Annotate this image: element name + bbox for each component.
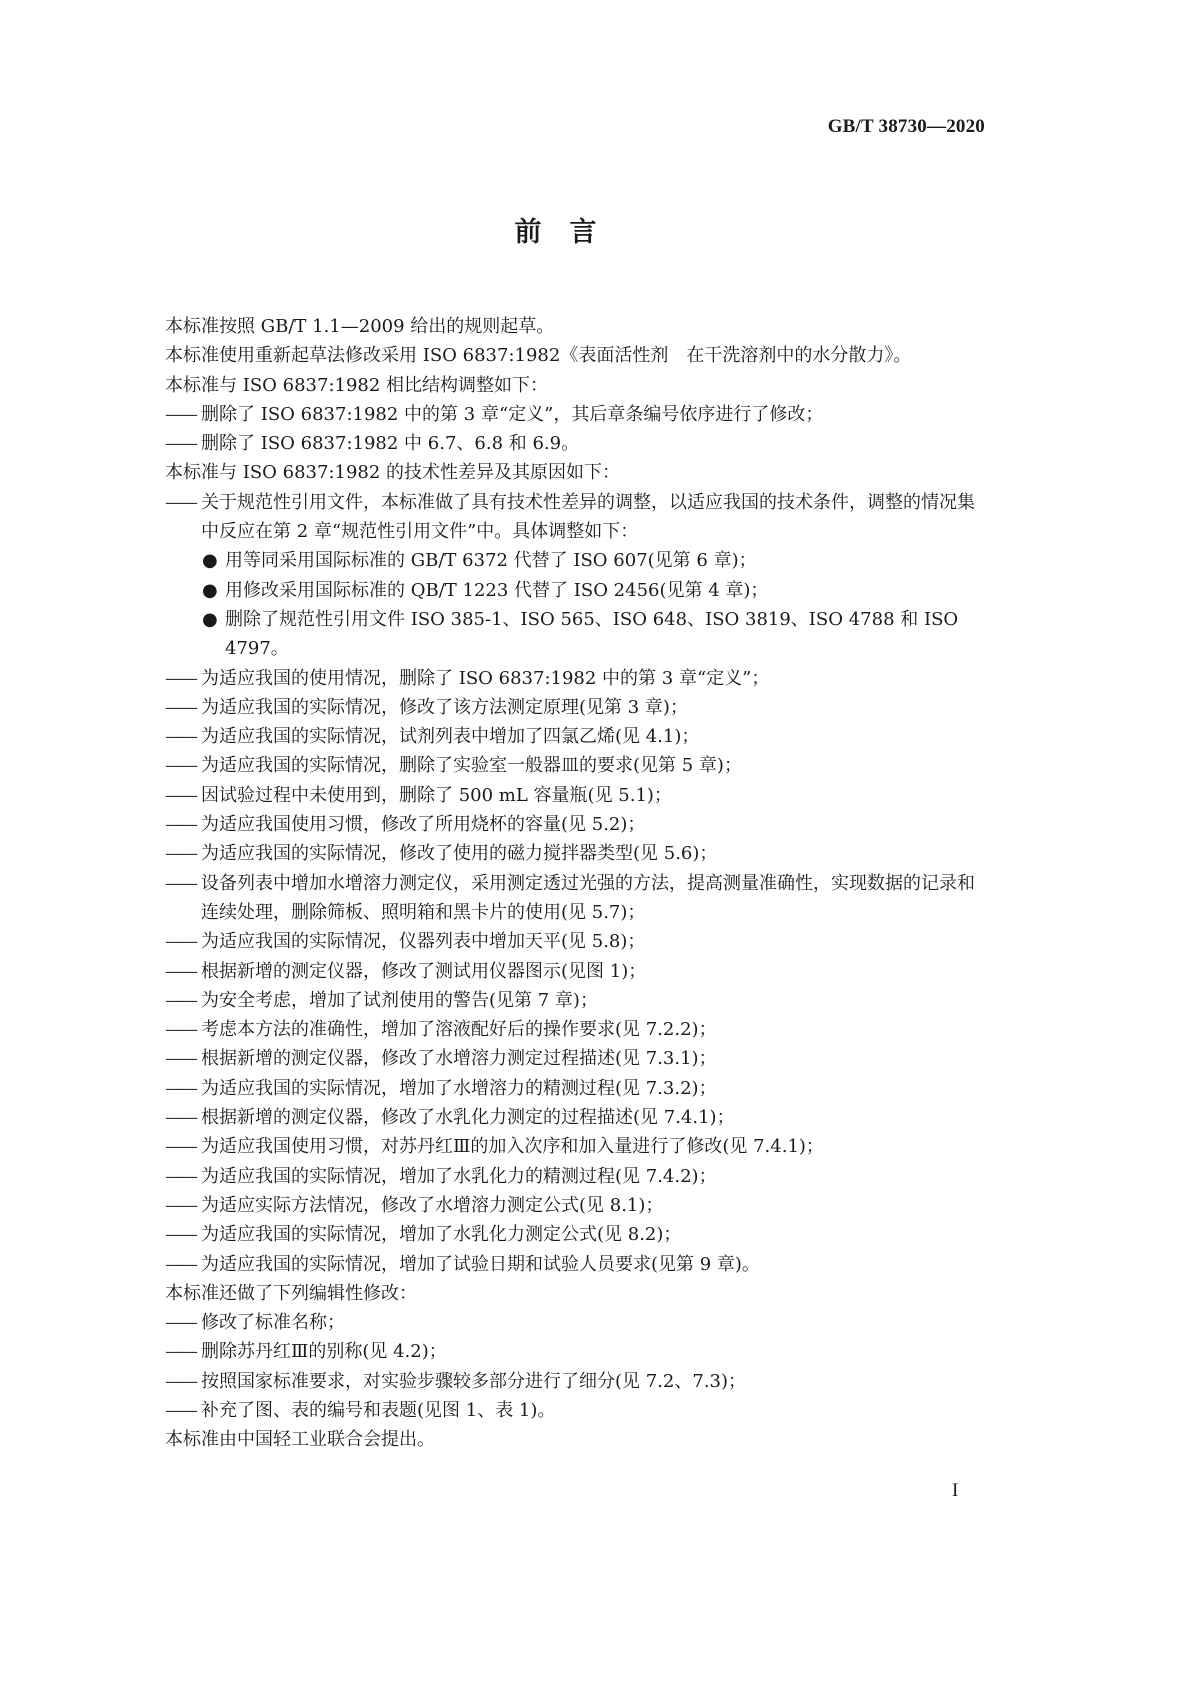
list-item-text: 删除了规范性引用文件 ISO 385-1、ISO 565、ISO 648、ISO 3819、ISO 4788 和 ISO 4797。 — [225, 608, 959, 660]
bullet-list-item — [165, 576, 990, 605]
list-item-text: 补充了图、表的编号和表题(见图 1、表 1)。 — [201, 1399, 556, 1421]
list-item-text: 关于规范性引用文件，本标准做了具有技术性差异的调整，以适应我国的技术条件，调整的情况集中反应在第 2 章“规范性引用文件”中。具体调整如下： — [201, 491, 975, 543]
list-item-text: 用修改采用国际标准的 QB/T 1223 代替了 ISO 2456(见第 4 章)； — [225, 579, 769, 601]
dash-list-item — [165, 1074, 990, 1103]
em-dash-marker: —— — [165, 1194, 195, 1216]
dash-list-item — [165, 693, 990, 722]
list-item-text: 删除苏丹红Ⅲ的别称(见 4.2)； — [201, 1341, 447, 1363]
dash-list-item — [165, 488, 990, 547]
standard-number: GB/T 38730—2020 — [827, 116, 985, 137]
title-char: 前 — [514, 217, 542, 248]
paragraph: 本标准与 ISO 6837:1982 的技术性差异及其原因如下： — [165, 462, 621, 484]
list-item-text: 为适应我国使用习惯，对苏丹红Ⅲ的加入次序和加入量进行了修改(见 7.4.1)； — [201, 1136, 824, 1158]
em-dash-marker: —— — [165, 989, 195, 1011]
list-item-text: 为适应我国的使用情况，删除了 ISO 6837:1982 中的第 3 章“定义”； — [201, 667, 770, 689]
em-dash-marker: —— — [165, 1077, 195, 1099]
em-dash-marker: —— — [165, 1370, 195, 1392]
list-item-text: 根据新增的测定仪器，修改了水增溶力测定过程描述(见 7.3.1)； — [201, 1048, 717, 1070]
list-item-text: 为适应我国的实际情况，修改了使用的磁力搅拌器类型(见 5.6)； — [201, 843, 718, 865]
list-item-text: 按照国家标准要求，对实验步骤较多部分进行了细分(见 7.2、7.3)； — [201, 1370, 747, 1392]
dash-list-item — [165, 1367, 990, 1396]
em-dash-marker: —— — [165, 784, 195, 806]
dash-list-item — [165, 1044, 990, 1073]
em-dash-marker: —— — [165, 960, 195, 982]
list-item-text: 为适应我国的实际情况，增加了水乳化力测定公式(见 8.2)； — [201, 1224, 682, 1246]
em-dash-marker: —— — [165, 1107, 195, 1129]
dash-list-item — [165, 1250, 990, 1279]
em-dash-marker: —— — [165, 843, 195, 865]
list-item-text: 为适应我国的实际情况，增加了水乳化力的精测过程(见 7.4.2)； — [201, 1165, 717, 1187]
dash-list-item — [165, 839, 990, 868]
em-dash-marker: —— — [165, 872, 195, 894]
dash-list-item — [165, 1132, 990, 1161]
list-item-text: 考虑本方法的准确性，增加了溶液配好后的操作要求(见 7.2.2)； — [201, 1019, 717, 1041]
paragraph: 本标准按照 GB/T 1.1—2009 给出的规则起草。 — [165, 316, 555, 337]
list-item-text: 用等同采用国际标准的 GB/T 6372 代替了 ISO 607(见第 6 章)； — [225, 550, 757, 572]
dash-list-item — [165, 751, 990, 780]
list-item-text: 根据新增的测定仪器，修改了测试用仪器图示(见图 1)； — [201, 960, 647, 982]
paragraph: 本标准与 ISO 6837:1982 相比结构调整如下： — [165, 374, 549, 396]
list-item-text: 为安全考虑，增加了试剂使用的警告(见第 7 章)； — [201, 989, 598, 1011]
bullet-list-item — [165, 546, 990, 575]
list-item-text: 为适应我国的实际情况，删除了实验室一般器皿的要求(见第 5 章)； — [201, 755, 742, 777]
em-dash-marker: —— — [165, 433, 195, 455]
dash-list-item — [165, 810, 990, 839]
list-item-text: 修改了标准名称； — [201, 1312, 345, 1334]
list-item-text: 因试验过程中未使用到，删除了 500 mL 容量瓶(见 5.1)； — [201, 784, 672, 806]
bullet-icon: ● — [202, 579, 218, 601]
foreword-body — [165, 312, 990, 1455]
dash-list-item — [165, 722, 990, 751]
list-item-text: 删除了 ISO 6837:1982 中 6.7、6.8 和 6.9。 — [201, 433, 580, 455]
paragraph: 本标准使用重新起草法修改采用 ISO 6837:1982《表面活性剂 在干洗溶剂中的水分散力》。 — [165, 345, 912, 367]
list-item-text: 根据新增的测定仪器，修改了水乳化力测定的过程描述(见 7.4.1)； — [201, 1107, 735, 1129]
list-item-text: 设备列表中增加水增溶力测定仪，采用测定透过光强的方法，提高测量准确性，实现数据的记录和连续处理，删除筛板、照明箱和黑卡片的使用(见 5.7)； — [201, 872, 975, 923]
list-item-text: 删除了 ISO 6837:1982 中的第 3 章“定义”，其后章条编号依序进行了修改； — [201, 403, 824, 425]
em-dash-marker: —— — [165, 491, 195, 513]
bullet-icon: ● — [202, 608, 218, 630]
em-dash-marker: —— — [165, 696, 195, 718]
dash-list-item — [165, 1337, 990, 1366]
em-dash-marker: —— — [165, 667, 195, 689]
em-dash-marker: —— — [165, 1399, 195, 1421]
dash-list-item — [165, 1162, 990, 1191]
list-item-text: 为适应我国的实际情况，增加了试验日期和试验人员要求(见第 9 章)。 — [201, 1253, 760, 1275]
dash-list-item — [165, 986, 990, 1015]
em-dash-marker: —— — [165, 726, 195, 748]
dash-list-item — [165, 781, 990, 810]
dash-list-item — [165, 1191, 990, 1220]
em-dash-marker: —— — [165, 1165, 195, 1187]
dash-list-item — [165, 664, 990, 693]
dash-list-item — [165, 957, 990, 986]
em-dash-marker: —— — [165, 1312, 195, 1334]
dash-list-item — [165, 1103, 990, 1132]
list-item-text: 为适应我国使用习惯，修改了所用烧杯的容量(见 5.2)； — [201, 814, 646, 836]
em-dash-marker: —— — [165, 403, 195, 425]
dash-list-item — [165, 429, 990, 458]
list-item-text: 为适应实际方法情况，修改了水增溶力测定公式(见 8.1)； — [201, 1194, 664, 1216]
em-dash-marker: —— — [165, 931, 195, 953]
dash-list-item — [165, 1396, 990, 1425]
bullet-list-item — [165, 605, 990, 664]
dash-list-item — [165, 927, 990, 956]
list-item-text: 为适应我国的实际情况，试剂列表中增加了四氯乙烯(见 4.1)； — [201, 726, 700, 748]
dash-list-item — [165, 1015, 990, 1044]
paragraph: 本标准由中国轻工业联合会提出。 — [165, 1429, 435, 1451]
list-item-text: 为适应我国的实际情况，修改了该方法测定原理(见第 3 章)； — [201, 696, 688, 718]
em-dash-marker: —— — [165, 1019, 195, 1041]
title-char: 言 — [569, 217, 597, 248]
list-item-text: 为适应我国的实际情况，增加了水增溶力的精测过程(见 7.3.2)； — [201, 1077, 717, 1099]
dash-list-item — [165, 400, 990, 429]
em-dash-marker: —— — [165, 1136, 195, 1158]
em-dash-marker: —— — [165, 755, 195, 777]
em-dash-marker: —— — [165, 1341, 195, 1363]
bullet-icon: ● — [202, 550, 218, 572]
page-number: I — [952, 1480, 959, 1501]
page-title — [0, 210, 1111, 249]
dash-list-item — [165, 869, 990, 928]
em-dash-marker: —— — [165, 1224, 195, 1246]
dash-list-item — [165, 1220, 990, 1249]
em-dash-marker: —— — [165, 814, 195, 836]
em-dash-marker: —— — [165, 1048, 195, 1070]
list-item-text: 为适应我国的实际情况，仪器列表中增加天平(见 5.8)； — [201, 931, 646, 953]
em-dash-marker: —— — [165, 1253, 195, 1275]
paragraph: 本标准还做了下列编辑性修改： — [165, 1282, 417, 1304]
dash-list-item — [165, 1308, 990, 1337]
